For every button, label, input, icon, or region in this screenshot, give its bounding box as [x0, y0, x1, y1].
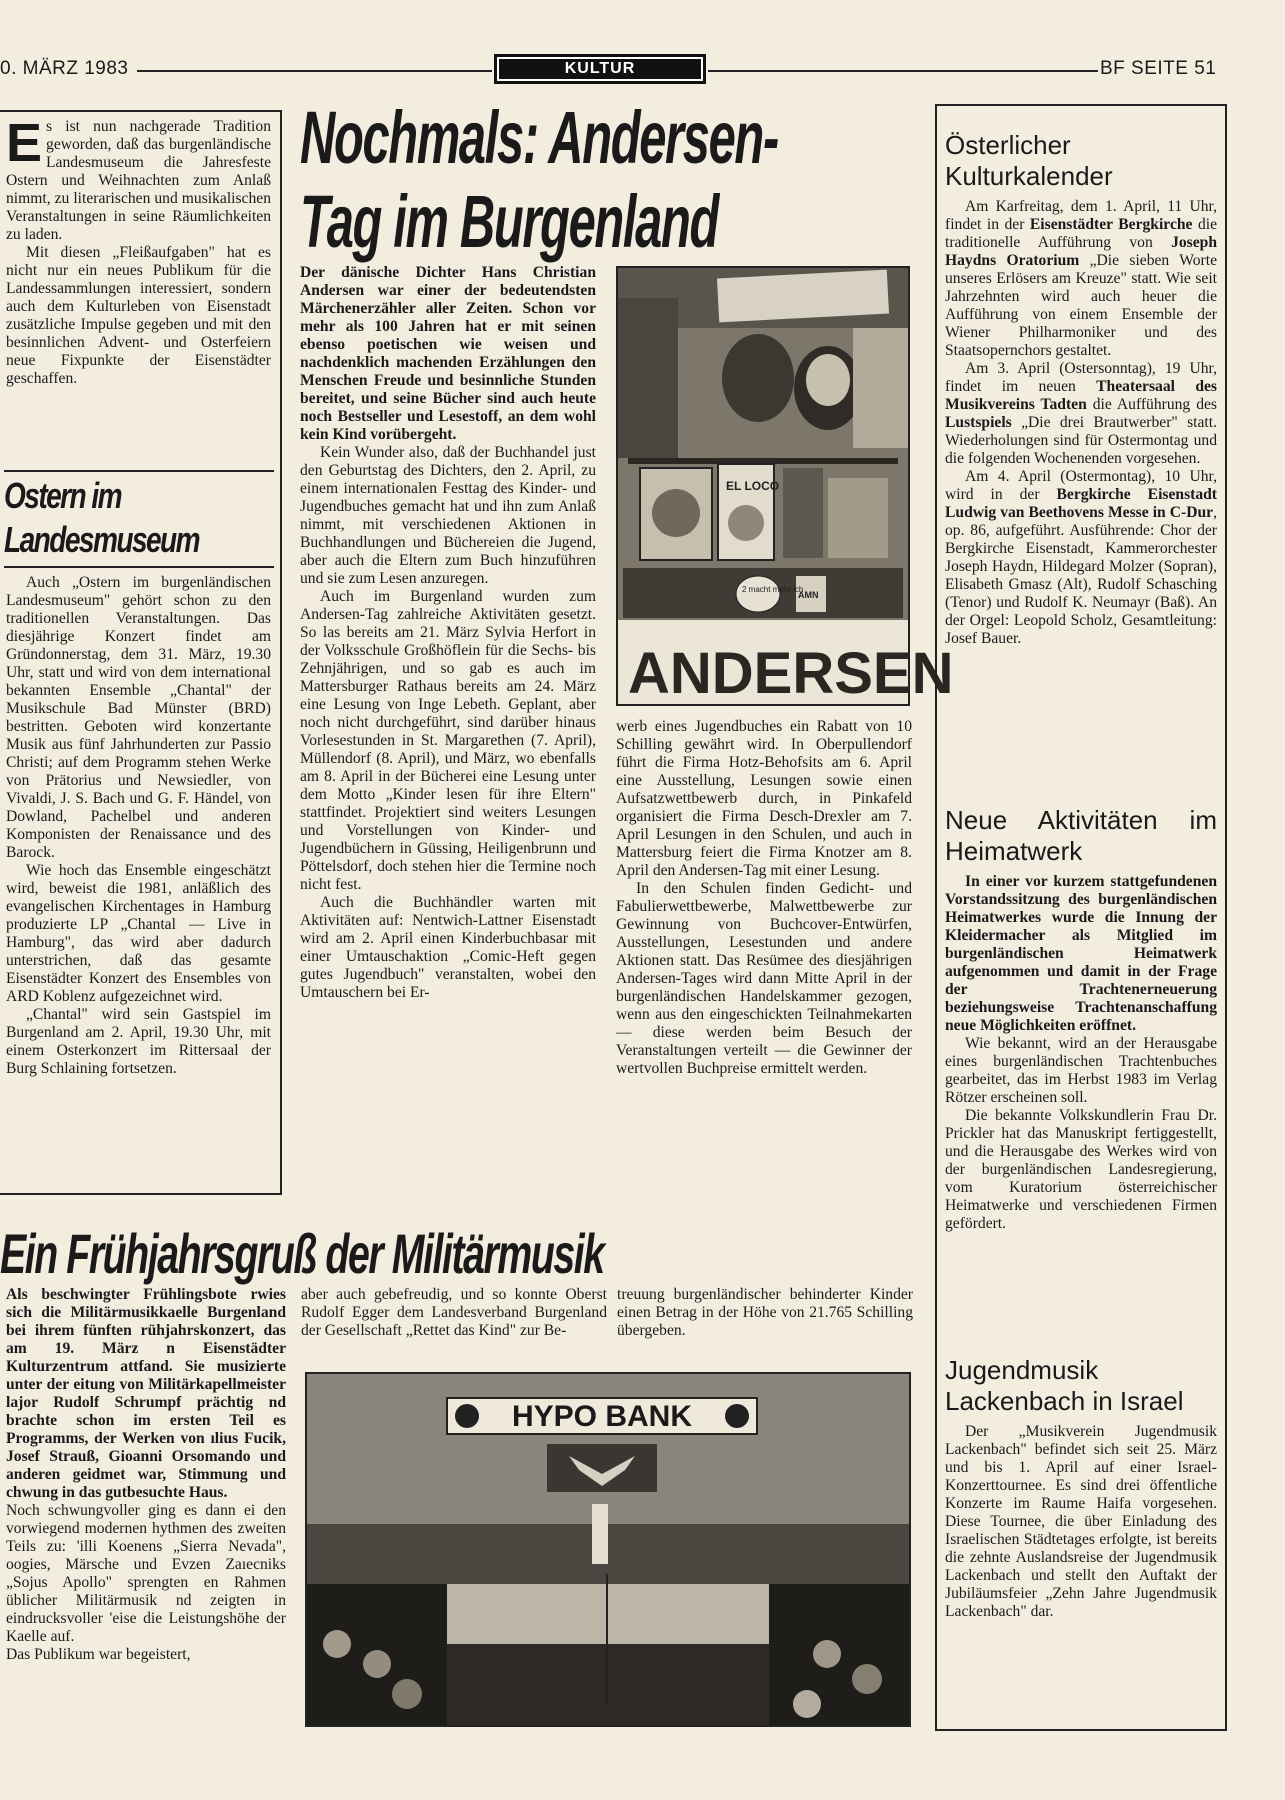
bold-phrase: Theatersaal des Musikvereins Tadten — [945, 378, 1217, 413]
andersen-headline — [300, 96, 920, 266]
heimatwerk-headline: Neue Aktivitäten im Heimatwerk — [945, 805, 1217, 866]
kalender-article — [945, 130, 1217, 648]
jugendmusik-article — [945, 1355, 1217, 1621]
drop-cap: E — [6, 113, 43, 173]
kalender-paragraph: Am 3. April (Ostersonntag), 19 Uhr, findet im neuen Theatersaal des Musikvereins Tadten die Aufführung des Lustspiels „Die drei Brautwerber" statt. Wiederholungen sind für Ostermontag und die folgenden Wochenenden vorgesehen. — [945, 360, 1217, 467]
header-rule-left — [137, 70, 492, 72]
concert-photo — [305, 1372, 911, 1727]
page-number: BF SEITE 51 — [1100, 58, 1217, 79]
ostern-article — [6, 574, 271, 1078]
bookshop-photo — [616, 266, 954, 706]
kalender-paragraph: Am 4. April (Ostermontag), 10 Uhr, wird in der Bergkirche Eisenstadt Ludwig van Beethovens Messe in C-Dur, op. 86, aufgeführt. Ausführende: Chor der Bergkirche Eisenstadt, Kammerorchester Joseph Haydn, Hildegard Molzer (Sopran), Elisabeth Gmasz (Alt), Rudolf Schasching (Tenor) und Rudolf K. Neumayr (Baß). An der Orgel: Leopold Scholz, Gesamtleitung: Josef Bauer. — [945, 468, 1217, 647]
ostern-headline-line2: Landesmuseum — [4, 519, 200, 560]
andersen-headline-line1: Nochmals: Andersen- — [300, 96, 778, 179]
militaer-lead: Als beschwingter Frühlingsbote rwies sich die Militärmusikkaelle Burgenland bei ihrem fünften rühjahrskonzert, das am 19. März n Eisenstädter Kulturzentrum attfand. Sie musizierte unter der eitung von Militärkapellmeister lajor Rudolf Schrumpf prächtig nd brachte schon im ersten Teil es Programms, der Werken von ılius Fucik, Josef Strauß, Gioanni Orsomando und anderen geidmet war, Stimmung und chwung in das gutbesuchte Haus. — [6, 1286, 286, 1501]
andersen-col1 — [300, 264, 596, 1002]
kalender-headline: Österlicher Kulturkalender — [945, 130, 1113, 191]
militaer-col1 — [6, 1286, 286, 1664]
militaer-col2 — [301, 1286, 607, 1340]
bold-phrase: Bergkirche Eisenstadt Ludwig van Beethovens Messe in C-Dur — [945, 486, 1217, 521]
bold-phrase: Eisenstädter Bergkirche — [1029, 216, 1193, 233]
sticker-text: 2 macht mehr ich — [742, 585, 804, 594]
andersen-paragraph: werb eines Jugendbuches ein Rabatt von 10 Schilling gewährt wird. In Oberpullendorf führt die Firma Hotz-Behofsits am 6. April eine Ausstellung, Lesungen sowie einen Aufsatzwettbewerb durch, in Pinkafeld organisiert die Firma Desch-Drexler am 7. April Lesungen in den Schulen, und auch in Mattersburg feiert die Firma Knotzer am 8. April den Andersen-Tag mit einer Lesung. — [616, 718, 912, 879]
andersen-paragraph: In den Schulen finden Gedicht- und Fabulierwettbewerbe, Malwettbewerbe zur Gewinnung von Buchcover-Entwürfen, Ausstellungen, Lesestunden und andere Aktionen statt. Das Resümee des diesjährigen Andersen-Tages wird dann Mitte April in der burgenländischen Handelskammer gezogen, wenn aus den eingeschickten Teilnahmekarten — diese werden beim Besuch der Veranstaltungen verteilt — die Gewinner der wertvollen Buchpreise ermittelt werden. — [616, 880, 912, 1077]
bookshop-photo-image — [618, 268, 954, 706]
heimatwerk-lead: In einer vor kurzem stattgefundenen Vorstandssitzung des burgenländischen Heimatwerkes wurde die Innung der Kleidermacher als Mitglied im burgenländischen Heimatwerk aufgenommen und damit in der Frage der Trachtenerneuerung beziehungsweise Trachtenanschaffung neue Möglichkeiten eröffnet. — [945, 873, 1217, 1034]
militaer-paragraph: aber auch gebefreudig, und so konnte Oberst Rudolf Egger dem Landesverband Burgenland der Gesellschaft „Rettet das Kind" zur Be- — [301, 1286, 607, 1339]
ostern-headline — [4, 474, 279, 566]
heimatwerk-paragraph: Die bekannte Volkskundlerin Frau Dr. Prickler hat das Manuskript fertiggestellt, und die Herausgabe des Werkes wird von der burgenländischen Landesregierung, vom Kuratorium österreichischer Heimatwerke und verschiedenen Firmen gefördert. — [945, 1107, 1217, 1232]
intro-article — [6, 113, 271, 388]
concert-photo-image — [307, 1374, 909, 1725]
militaer-col3 — [617, 1286, 913, 1340]
bold-phrase: Joseph Haydns Oratorium — [945, 234, 1217, 269]
bold-phrase: Lustspiels — [945, 414, 1012, 431]
militaer-paragraph: treuung burgenländischer behinderter Kinder einen Betrag in der Höhe von 21.765 Schilling übergeben. — [617, 1286, 913, 1339]
ostern-paragraph: Wie hoch das Ensemble eingeschätzt wird, beweist die 1981, anläßlich des evangelischen Kirchentages in Hamburg produzierte LP „Chantal — Live in Hamburg", das wird aber dadurch unterstrichen, daß das gesamte Eisenstädter Konzert des Ensembles von ARD Koblenz aufgezeichnet wird. — [6, 862, 271, 1005]
militaer-paragraph: Das Publikum war begeistert, — [6, 1646, 191, 1663]
andersen-paragraph: Auch die Buchhändler warten mit Aktivitäten auf: Nentwich-Lattner Eisenstadt wird am 2. April einen Kinderbuchbasar mit einer Umtauschaktion „Comic-Heft gegen gutes Jugendbuch" veranstalten, wobei den Umtauschern bei Er- — [300, 894, 596, 1001]
issue-date: 0. MÄRZ 1983 — [0, 58, 129, 79]
andersen-paragraph: Auch im Burgenland wurden zum Andersen-Tag zahlreiche Aktivitäten gesetzt. So las bereits am 21. März Sylvia Herfort in der Volksschule Großhöflein für die Sechs- bis Zehnjährigen, und so gab es auch im Mattersburger Rathaus bereits am 24. März eine Lesung von Inge Lebeth. Geplant, aber noch nicht durchgeführt, sind darüber hinaus Vorlesestunden in St. Margarethen (7. April), Müllendorf (8. April), und März, wo ebenfalls am 8. April in der Bücherei eine Lesung unter dem Motto „Kinder lesen für ihre Eltern" stattfindet. Projektiert sind weiters Lesungen und Vorstellungen von Kinder- und Jugendbüchern in Güssing, Heiligenbrunn und Pöttelsdorf, doch stehen hier die Termine noch nicht fest. — [300, 588, 596, 893]
section-label — [494, 54, 706, 84]
andersen-sign-text: ANDERSEN — [628, 641, 954, 706]
andersen-paragraph: Kein Wunder also, daß der Buchhandel just den Geburtstag des Dichters, den 2. April, zu einem internationalen Festtag des Kinder- und Jugendbuches gemacht hat und ihn zum Anlaß nimmt, mit verschiedenen Aktionen in Buchhandlungen und Büchereien die Jugend, aber auch die Eltern zum Buch hinzuführen und sie zum Lesen anzuregen. — [300, 444, 596, 587]
book-cover-text: EL LOCO — [726, 479, 780, 493]
andersen-col2 — [616, 718, 912, 1078]
section-label-text: KULTUR — [499, 59, 701, 79]
heimatwerk-article — [945, 805, 1217, 1233]
intro-paragraph: s ist nun nachgerade Tradition geworden, daß das burgenländische Landesmuseum die Jahresfeste Ostern und Weihnachten zum Anlaß nimmt, zu literarischen und musikalischen Veranstaltungen in seine Räumlichkeiten zu laden. — [6, 118, 271, 243]
militaer-headline-wrap — [0, 1222, 925, 1288]
intro-paragraph: Mit diesen „Fleißaufgaben" hat es nicht nur ein neues Publikum für die Landessammlungen interessiert, sondern auch dem Kulturleben von Eisenstadt zusätzliche Impulse gegeben und mit den besinnlichen Advent- und Osterfeiern neue Fixpunkte der Eisenstädter geschaffen. — [6, 244, 271, 387]
ostern-headline-line1: Ostern im — [4, 475, 122, 516]
militaer-headline: Ein Frühjahrsgruß der Militärmusik — [0, 1222, 604, 1285]
kalender-paragraph: Am Karfreitag, dem 1. April, 11 Uhr, findet in der Eisenstädter Bergkirche die traditionelle Aufführung von Joseph Haydns Oratorium „Die sieben Worte unseres Erlösers am Kreuze" statt. Wie seit Jahrzehnten wird auch heuer die Aufführung von einem Ensemble der Wiener Philharmoniker und des Staatsopernchors gestaltet. — [945, 198, 1218, 359]
concert-banner-text: HYPO BANK — [511, 1400, 693, 1433]
divider — [4, 566, 274, 568]
header-rule-right — [708, 70, 1098, 72]
militaer-paragraph: Noch schwungvoller ging es dann ei den vorwiegend modernen hythmen des zweiten Teils zu: 'illi Koenens „Sierra Nevada", oogies, Märsche und Evzen Zaıecniks „Sojus Apollo" sprengten en Rahmen üblicher Militärmusik nd zeigten in eindrucksvoller 'eise die Leistungshöhe der Kaelle auf. — [6, 1502, 286, 1645]
andersen-lead: Der dänische Dichter Hans Christian Andersen war einer der bedeutendsten Märchenerzähler aller Zeiten. Schon vor mehr als 100 Jahren hat er mit seinen ebenso poetischen wie weisen und nachdenklich machenden Erzählungen den Menschen Freude und besinnliche Stunden bereitet, und seine Bücher sind auch heute noch Bestseller und Lesestoff, an dem wohl kein Kind vorübergeht. — [300, 264, 596, 443]
jugendmusik-headline: Jugendmusik Lackenbach in Israel — [945, 1355, 1184, 1416]
andersen-headline-line2: Tag im Burgenland — [300, 180, 719, 263]
jugendmusik-paragraph: Der „Musikverein Jugendmusik Lackenbach" befindet sich seit 25. März und bis 1. April auf einer Israel-Konzerttournee. Es sind drei öffentliche Konzerte im Raume Haifa vorgesehen. Diese Tournee, die über Einladung des Israelischen Städtetages erfolgte, ist bereits die zehnte Auslandsreise der Jugendmusik Lackenbach und stellt den Auftakt der Jubiläumsfeier „Zehn Jahre Jugendmusik Lackenbach" dar. — [945, 1423, 1217, 1620]
divider — [4, 470, 274, 472]
tag-text: AMN — [798, 590, 819, 600]
ostern-paragraph: „Chantal" wird sein Gastspiel im Burgenland am 2. April, 19.30 Uhr, mit einem Osterkonzert im Rittersaal der Burg Schlaining fortsetzen. — [6, 1006, 271, 1077]
ostern-paragraph: Auch „Ostern im burgenländischen Landesmuseum" gehört schon zu den traditionellen Veranstaltungen. Das diesjährige Konzert findet am Gründonnerstag, dem 31. März, 19.30 Uhr, statt und wird von dem international bekannten Ensemble „Chantal" der Musikschule Bad Münster (BRD) bestritten. Geboten wird konzertante Musik aus fünf Jahrhunderten zur Passio Christi; auf dem Programm stehen Werke von Prätorius und Newsiedler, von Vivaldi, J. S. Bach und G. F. Händel, von Dowland, Pachelbel und anderen Komponisten der Renaissance und des Barock. — [6, 574, 271, 861]
heimatwerk-paragraph: Wie bekannt, wird an der Herausgabe eines burgenländischen Trachtenbuches gearbeitet, das im Herbst 1983 im Verlag Rötzer erscheinen soll. — [945, 1035, 1217, 1106]
